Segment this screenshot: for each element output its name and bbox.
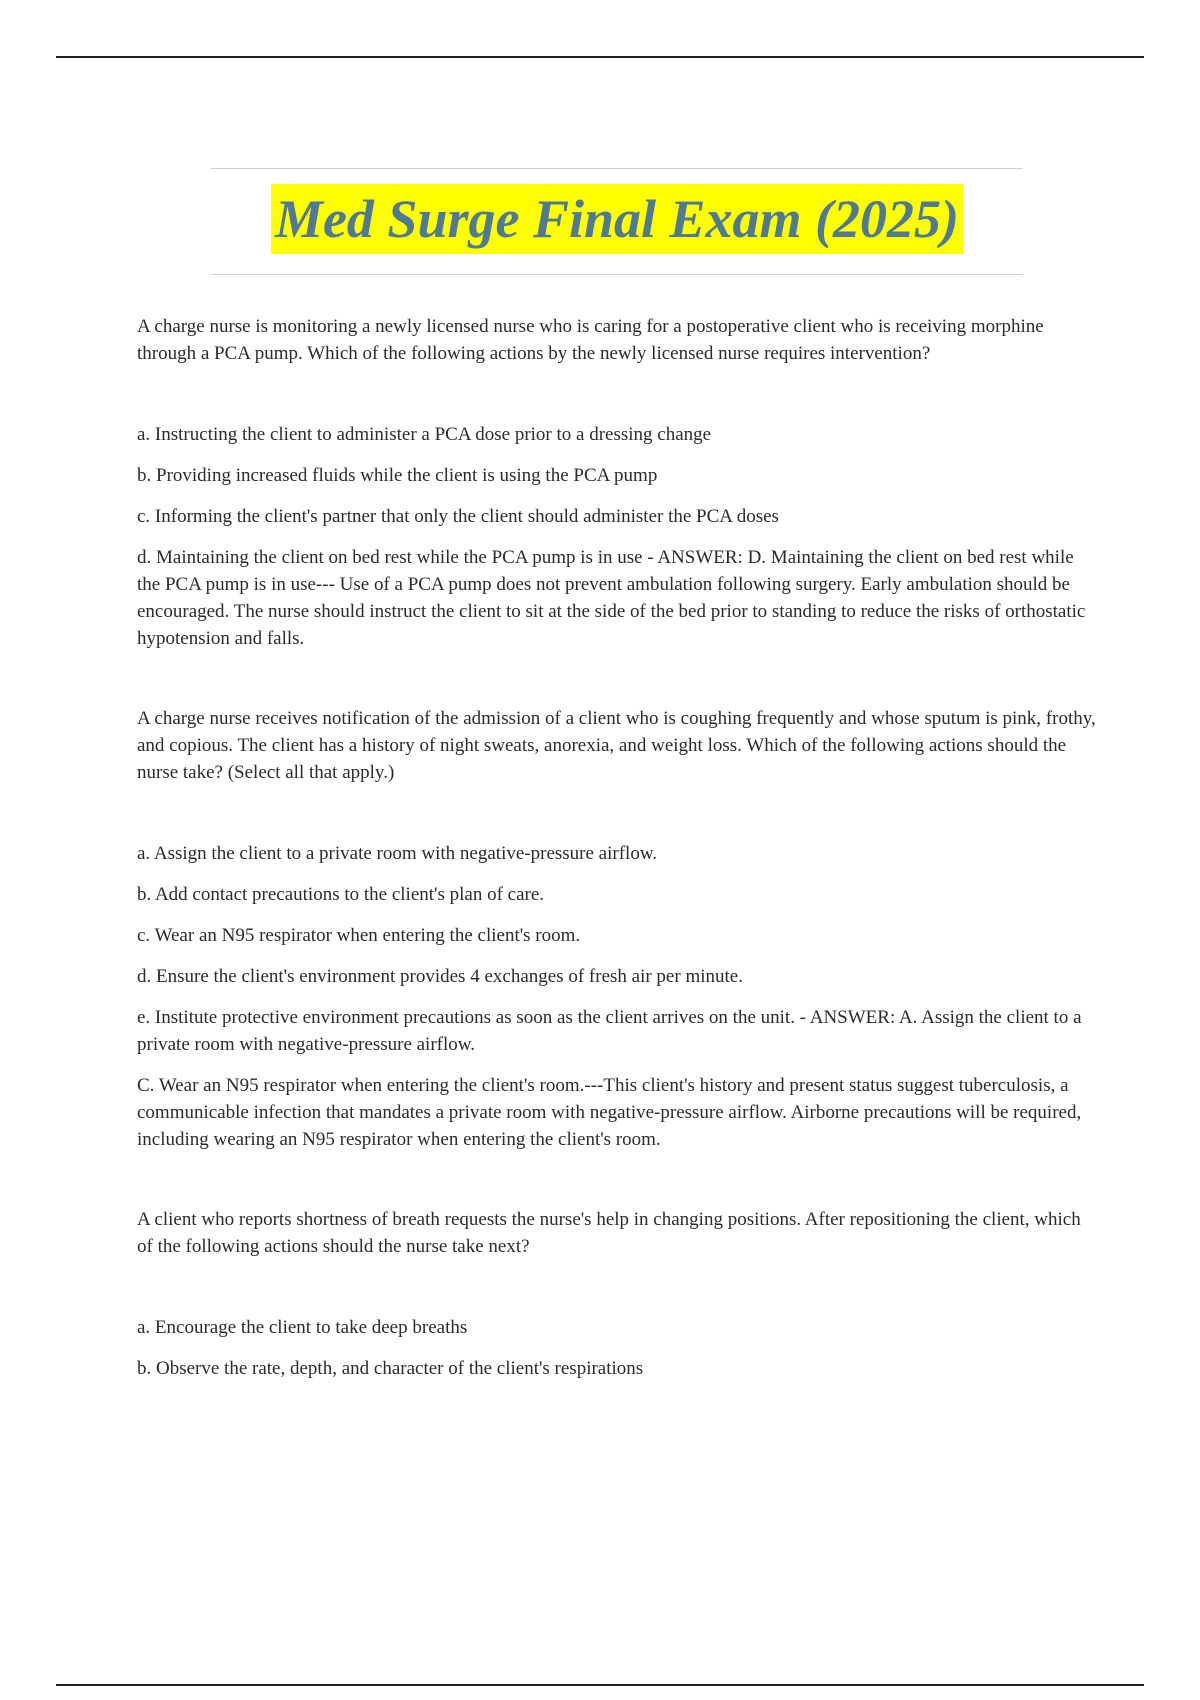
- question-3: [137, 1206, 1097, 1382]
- question-stem: A charge nurse is monitoring a newly licensed nurse who is caring for a postoperative client who is receiving morphine through a PCA pump. Which of the following actions by the newly licensed nurse requires intervention?: [137, 316, 1044, 364]
- answer-option: a. Assign the client to a private room with negative-pressure airflow.: [137, 843, 658, 864]
- exam-content: [137, 313, 1097, 1382]
- answer-option: a. Encourage the client to take deep breaths: [137, 1317, 468, 1338]
- answer-option: c. Wear an N95 respirator when entering the client's room.: [137, 925, 581, 946]
- answer-option: b. Add contact precautions to the client's plan of care.: [137, 884, 545, 905]
- page-bottom-rule: [56, 1684, 1144, 1686]
- question-stem: A client who reports shortness of breath requests the nurse's help in changing positions. After repositioning the client, which of the following actions should the nurse take next?: [137, 1209, 1081, 1257]
- page-title: Med Surge Final Exam (2025): [271, 184, 963, 254]
- answer-option-with-rationale: d. Maintaining the client on bed rest while the PCA pump is in use - ANSWER: D. Maintaining the client on bed rest while the PCA pump is in use--- Use of a PCA pump does not prevent ambulation following surgery. Early ambulation should be encouraged. The nurse should instruct the client to sit at the side of the bed prior to standing to reduce the risks of orthostatic hypotension and falls.: [137, 547, 1086, 649]
- answer-option: a. Instructing the client to administer a PCA dose prior to a dressing change: [137, 424, 712, 445]
- answer-option-with-answer: e. Institute protective environment precautions as soon as the client arrives on the unit. - ANSWER: A. Assign the client to a private room with negative-pressure airflow.: [137, 1007, 1082, 1055]
- answer-option: b. Observe the rate, depth, and character of the client's respirations: [137, 1358, 644, 1379]
- title-bottom-rule: [211, 274, 1023, 275]
- answer-option: c. Informing the client's partner that only the client should administer the PCA doses: [137, 506, 779, 527]
- answer-rationale: C. Wear an N95 respirator when entering the client's room.---This client's history and present status suggest tuberculosis, a communicable infection that mandates a private room with negative-pressure airflow. Airborne precautions will be required, including wearing an N95 respirator when entering the client's room.: [137, 1075, 1082, 1150]
- title-wrap: [211, 184, 1023, 254]
- question-1: [137, 313, 1097, 652]
- answer-option: d. Ensure the client's environment provides 4 exchanges of fresh air per minute.: [137, 966, 743, 987]
- page-top-rule: [56, 56, 1144, 58]
- answer-option: b. Providing increased fluids while the client is using the PCA pump: [137, 465, 658, 486]
- title-top-rule: [211, 168, 1023, 169]
- title-block: [211, 168, 1023, 275]
- question-2: [137, 705, 1097, 1153]
- question-stem: A charge nurse receives notification of the admission of a client who is coughing frequently and whose sputum is pink, frothy, and copious. The client has a history of night sweats, anorexia, and weight loss. Which of the following actions should the nurse take? (Select all that apply.): [137, 708, 1096, 783]
